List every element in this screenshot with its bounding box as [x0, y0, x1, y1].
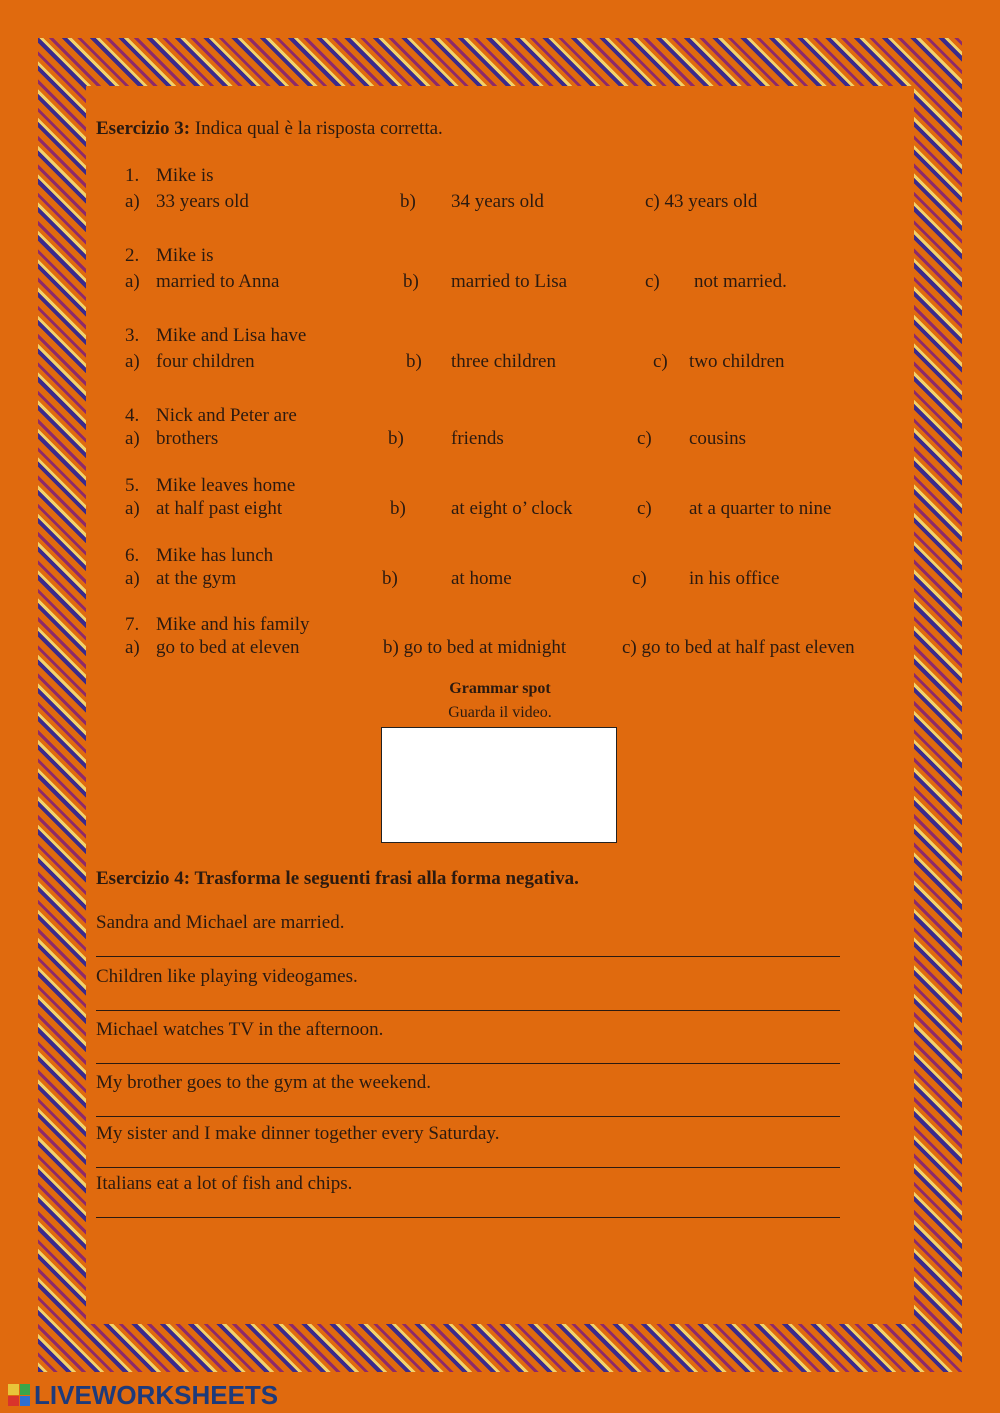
sentence: My brother goes to the gym at the weekend.: [96, 1072, 432, 1093]
option-b[interactable]: b) go to bed at midnight: [383, 637, 567, 658]
liveworksheets-logo: [8, 1379, 279, 1410]
question-stem: Mike and Lisa have: [156, 325, 307, 346]
sentence: Children like playing videogames.: [96, 966, 358, 987]
exercise3-title: [96, 118, 443, 140]
question-number: 2.: [125, 245, 140, 266]
option-a[interactable]: four children: [156, 351, 255, 372]
question-stem: Mike leaves home: [156, 475, 296, 496]
answer-line[interactable]: [96, 1043, 840, 1064]
answer-line[interactable]: [96, 1096, 840, 1117]
option-c[interactable]: not married.: [694, 271, 787, 292]
option-c-label: c): [637, 498, 652, 519]
question-number: 4.: [125, 405, 140, 426]
option-a-label: a): [125, 637, 140, 658]
option-a-label: a): [125, 271, 140, 292]
option-c[interactable]: c) go to bed at half past eleven: [622, 637, 855, 658]
question-stem: Nick and Peter are: [156, 405, 297, 426]
exercise3-instruction: Indica qual è la risposta corretta.: [190, 118, 443, 139]
option-c-label: c): [632, 568, 647, 589]
option-a-label: a): [125, 568, 140, 589]
grammar-subtitle: Guarda il video.: [448, 704, 552, 721]
question-stem: Mike and his family: [156, 614, 310, 635]
answer-line[interactable]: [96, 936, 840, 957]
option-a[interactable]: 33 years old: [156, 191, 249, 212]
option-a[interactable]: married to Anna: [156, 271, 280, 292]
option-b-label: b): [400, 191, 416, 212]
option-b-label: b): [403, 271, 419, 292]
exercise4-title: Esercizio 4: Trasforma le seguenti frasi alla forma negativa.: [96, 868, 579, 889]
option-b[interactable]: friends: [451, 428, 504, 449]
answer-line[interactable]: [96, 1147, 840, 1168]
option-b[interactable]: at eight o’ clock: [451, 498, 573, 519]
option-c[interactable]: cousins: [689, 428, 746, 449]
option-b[interactable]: 34 years old: [451, 191, 544, 212]
option-b-label: b): [390, 498, 406, 519]
grammar-title: Grammar spot: [449, 680, 551, 697]
video-player[interactable]: [381, 727, 617, 843]
sentence: My sister and I make dinner together every Saturday.: [96, 1123, 500, 1144]
option-a-label: a): [125, 428, 140, 449]
option-b-label: b): [382, 568, 398, 589]
question-number: 6.: [125, 545, 140, 566]
option-b[interactable]: married to Lisa: [451, 271, 568, 292]
option-c-label: c): [637, 428, 652, 449]
option-a[interactable]: at the gym: [156, 568, 237, 589]
sentence: Sandra and Michael are married.: [96, 912, 345, 933]
option-b-label: b): [388, 428, 404, 449]
option-b[interactable]: at home: [451, 568, 512, 589]
question-number: 5.: [125, 475, 140, 496]
question-number: 3.: [125, 325, 140, 346]
option-b[interactable]: three children: [451, 351, 556, 372]
option-c[interactable]: two children: [689, 351, 785, 372]
question-stem: Mike is: [156, 245, 214, 266]
option-a-label: a): [125, 351, 140, 372]
question-number: 7.: [125, 614, 140, 635]
sentence: Michael watches TV in the afternoon.: [96, 1019, 384, 1040]
option-c-label: c): [653, 351, 668, 372]
exercise3-label: Esercizio 3:: [96, 118, 191, 139]
option-a-label: a): [125, 191, 140, 212]
question-stem: Mike has lunch: [156, 545, 274, 566]
option-a[interactable]: go to bed at eleven: [156, 637, 300, 658]
option-b-label: b): [406, 351, 422, 372]
logo-icon: [8, 1384, 30, 1406]
question-number: 1.: [125, 165, 140, 186]
option-c[interactable]: c) 43 years old: [645, 191, 758, 212]
brand-text: LIVEWORKSHEETS: [34, 1379, 279, 1410]
option-a[interactable]: brothers: [156, 428, 219, 449]
answer-line[interactable]: [96, 990, 840, 1011]
answer-line[interactable]: [96, 1197, 840, 1218]
option-a-label: a): [125, 498, 140, 519]
option-c[interactable]: at a quarter to nine: [689, 498, 832, 519]
option-c[interactable]: in his office: [689, 568, 780, 589]
sentence: Italians eat a lot of fish and chips.: [96, 1173, 353, 1194]
option-c-label: c): [645, 271, 660, 292]
question-stem: Mike is: [156, 165, 214, 186]
option-a[interactable]: at half past eight: [156, 498, 283, 519]
